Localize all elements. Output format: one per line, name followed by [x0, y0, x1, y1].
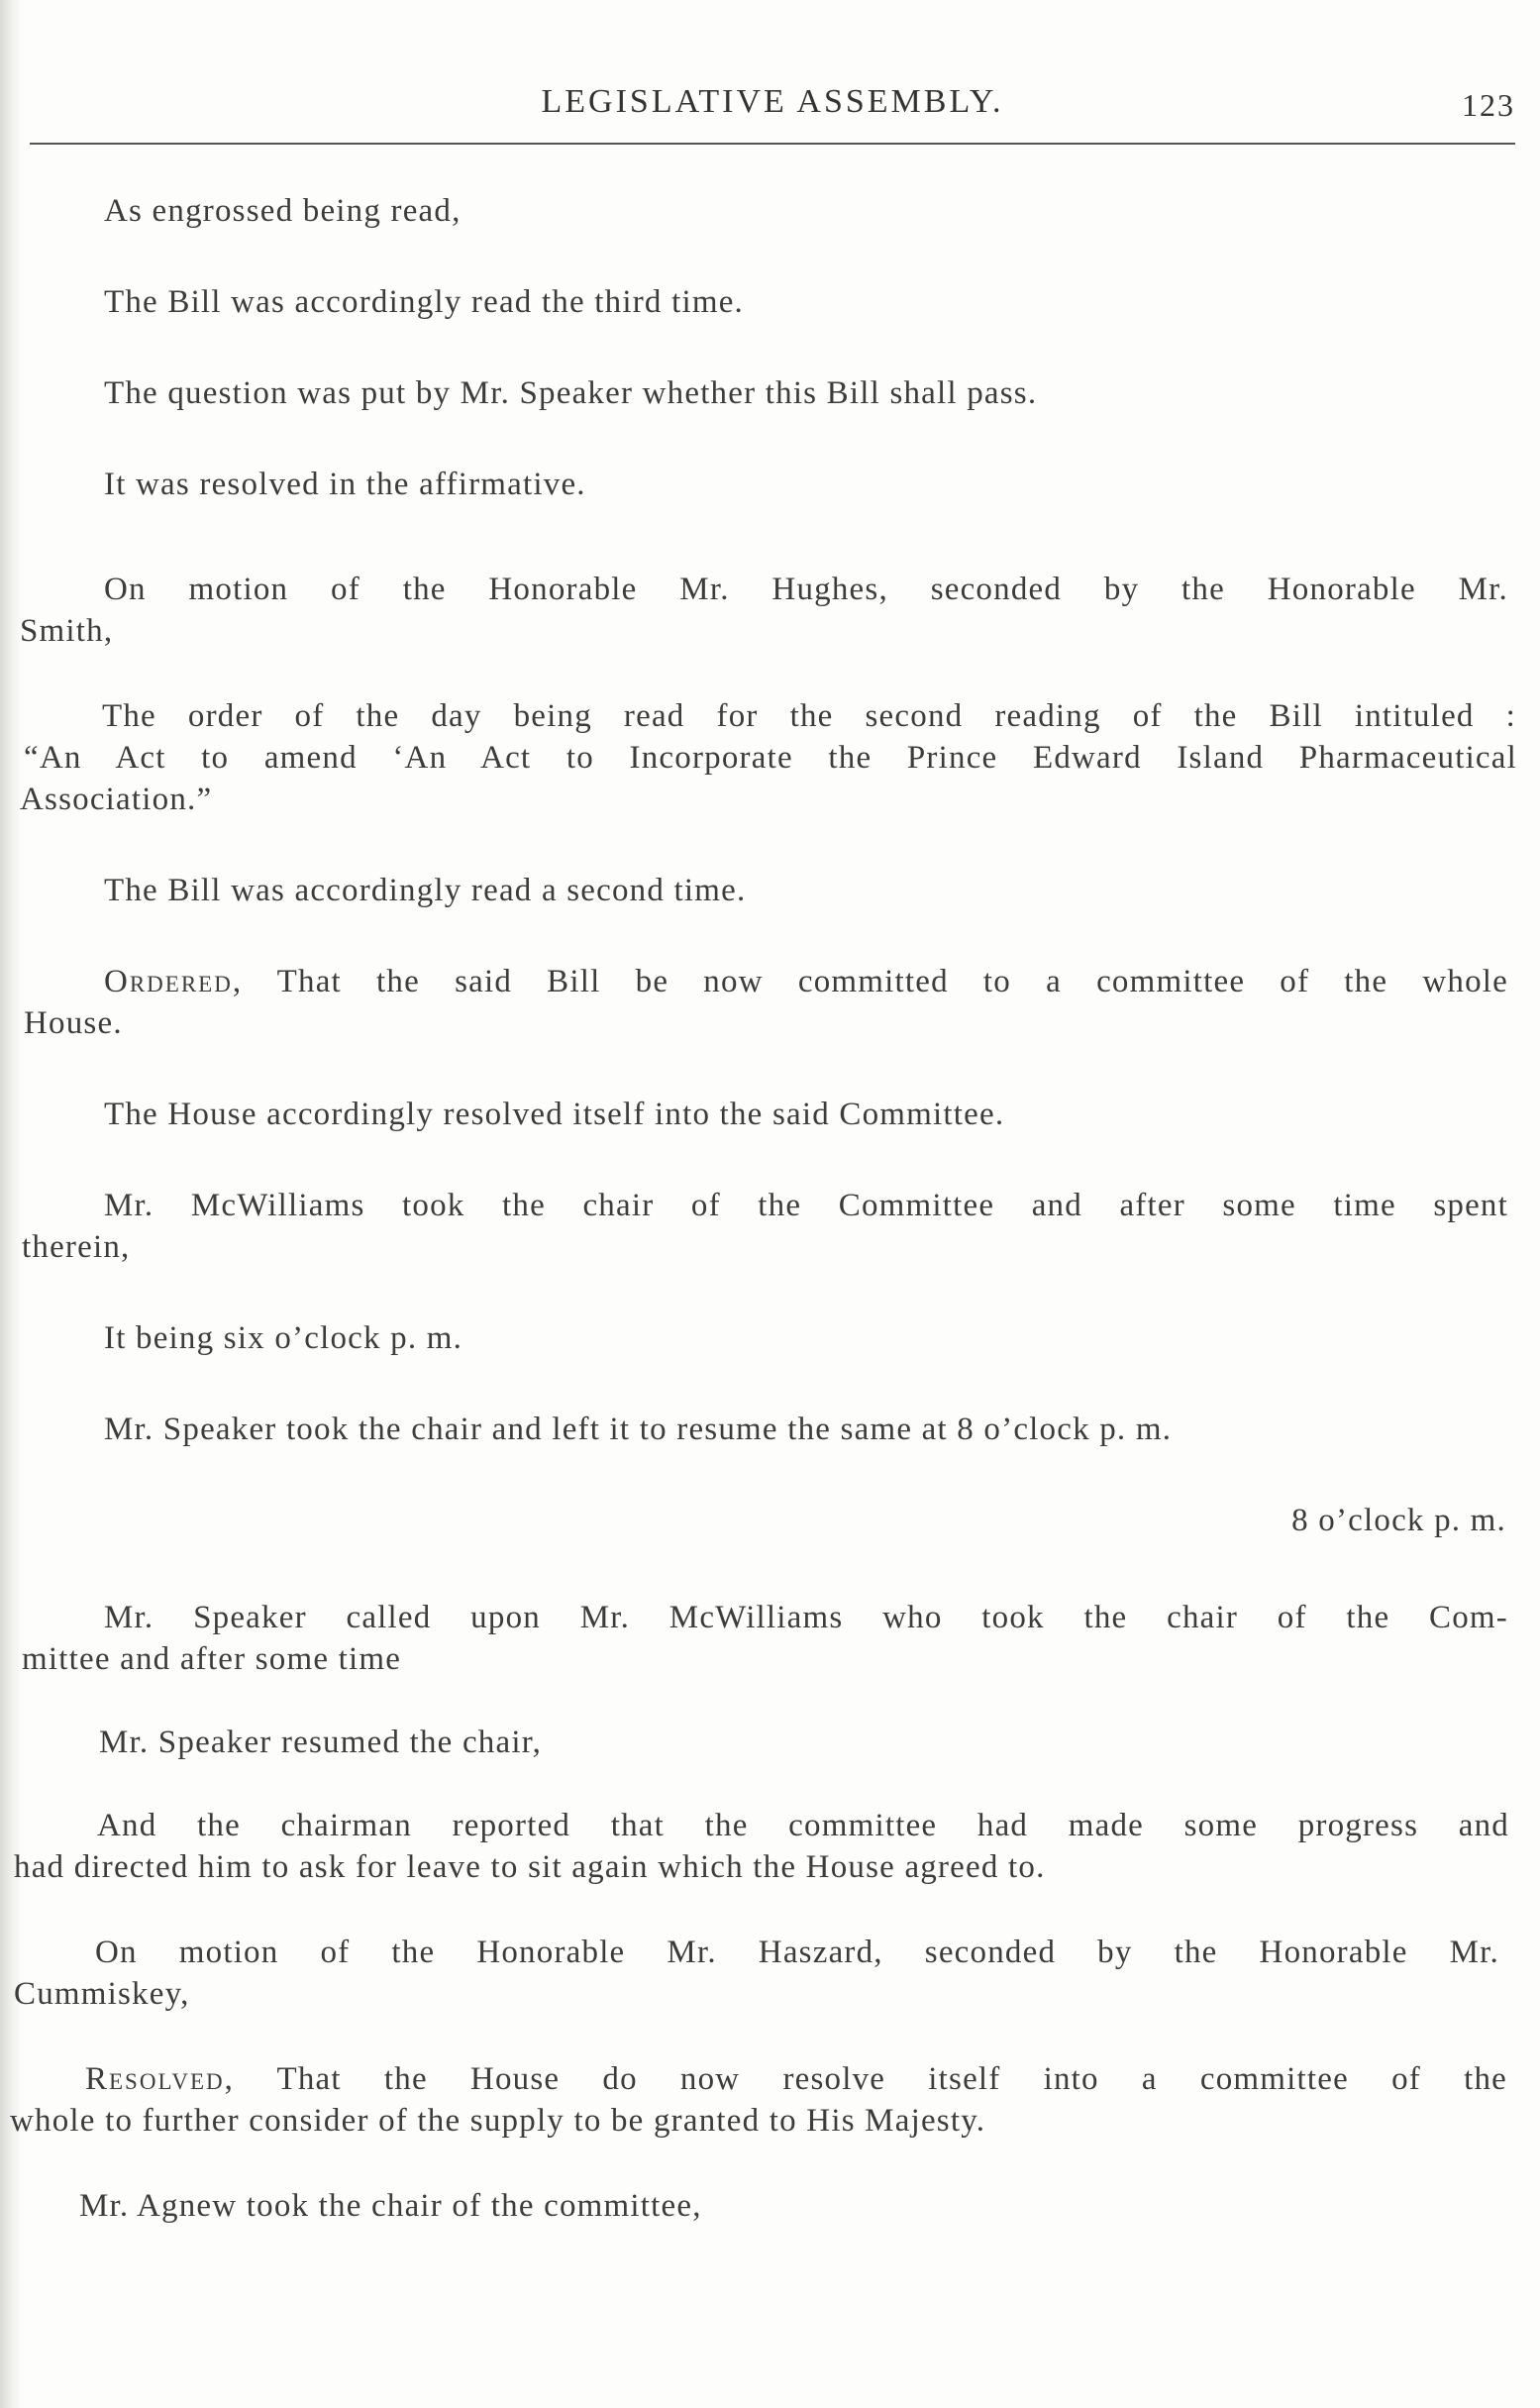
- paragraph-chairman-reported-line-2: had directed him to ask for leave to sit again which the House agreed to.: [14, 1849, 1046, 1885]
- header-rule: [30, 143, 1515, 145]
- paragraph-third-reading: The Bill was accordingly read the third time.: [104, 284, 744, 320]
- paragraph-chairman-reported-line-1: And the chairman reported that the committee had made some progress and: [97, 1808, 1509, 1843]
- paragraph-mcwilliams-chair-line-1: Mr. McWilliams took the chair of the Committee and after some time spent: [104, 1188, 1508, 1223]
- paragraph-engrossed: As engrossed being read,: [104, 193, 462, 229]
- paragraph-speaker-resumed: Mr. Speaker resumed the chair,: [99, 1725, 543, 1760]
- binding-shadow: [0, 0, 22, 2408]
- page-header: [30, 83, 1515, 143]
- paragraph-speaker-left-chair: Mr. Speaker took the chair and left it to resume the same at 8 o’clock p. m.: [104, 1412, 1173, 1447]
- ordered-text: That the said Bill be now committed to a committee of the whole: [276, 964, 1509, 999]
- paragraph-question-put: The question was put by Mr. Speaker whether this Bill shall pass.: [104, 375, 1038, 411]
- time-heading-eight-oclock: 8 o’clock p. m.: [1291, 1503, 1506, 1538]
- paragraph-motion-haszard-line-2: Cummiskey,: [14, 1976, 190, 2012]
- paragraph-resolved-affirmative: It was resolved in the affirmative.: [104, 467, 586, 502]
- paragraph-agnew-chair: Mr. Agnew took the chair of the committee,: [79, 2188, 702, 2224]
- resolved-lead: Resolved,: [85, 2061, 235, 2097]
- paragraph-speaker-called-line-1: Mr. Speaker called upon Mr. McWilliams who took the chair of the Com-: [104, 1600, 1508, 1635]
- paragraph-ordered-line-2: House.: [24, 1005, 123, 1041]
- paragraph-resolved-into-committee: The House accordingly resolved itself into the said Committee.: [104, 1097, 1005, 1132]
- paragraph-motion-hughes-line-2: Smith,: [20, 613, 114, 649]
- paragraph-order-of-day-line-1: The order of the day being read for the second reading of the Bill intituled :: [102, 698, 1516, 734]
- paragraph-mcwilliams-chair-line-2: therein,: [22, 1229, 131, 1265]
- paragraph-ordered-line-1: [104, 961, 1508, 1002]
- paragraph-resolved-supply-line-1: [85, 2058, 1507, 2100]
- paragraph-six-oclock: It being six o’clock p. m.: [104, 1320, 463, 1356]
- paragraph-order-of-day-line-2: “An Act to amend ‘An Act to Incorporate the Prince Edward Island Pharmaceutical: [24, 740, 1517, 776]
- paragraph-order-of-day-line-3: Association.”: [20, 782, 213, 817]
- paragraph-motion-haszard-line-1: On motion of the Honorable Mr. Haszard, seconded by the Honorable Mr.: [95, 1935, 1499, 1970]
- page-number: 123: [1462, 87, 1515, 123]
- paragraph-resolved-supply-line-2: whole to further consider of the supply to be granted to His Majesty.: [10, 2103, 986, 2139]
- running-head: LEGISLATIVE ASSEMBLY.: [541, 83, 1004, 120]
- paragraph-motion-hughes-line-1: On motion of the Honorable Mr. Hughes, seconded by the Honorable Mr.: [104, 572, 1508, 607]
- ordered-lead: Ordered,: [104, 964, 244, 999]
- paragraph-speaker-called-line-2: mittee and after some time: [22, 1641, 402, 1677]
- resolved-text: That the House do now resolve itself into a committee of the: [276, 2061, 1507, 2097]
- paragraph-second-reading: The Bill was accordingly read a second time.: [104, 873, 747, 908]
